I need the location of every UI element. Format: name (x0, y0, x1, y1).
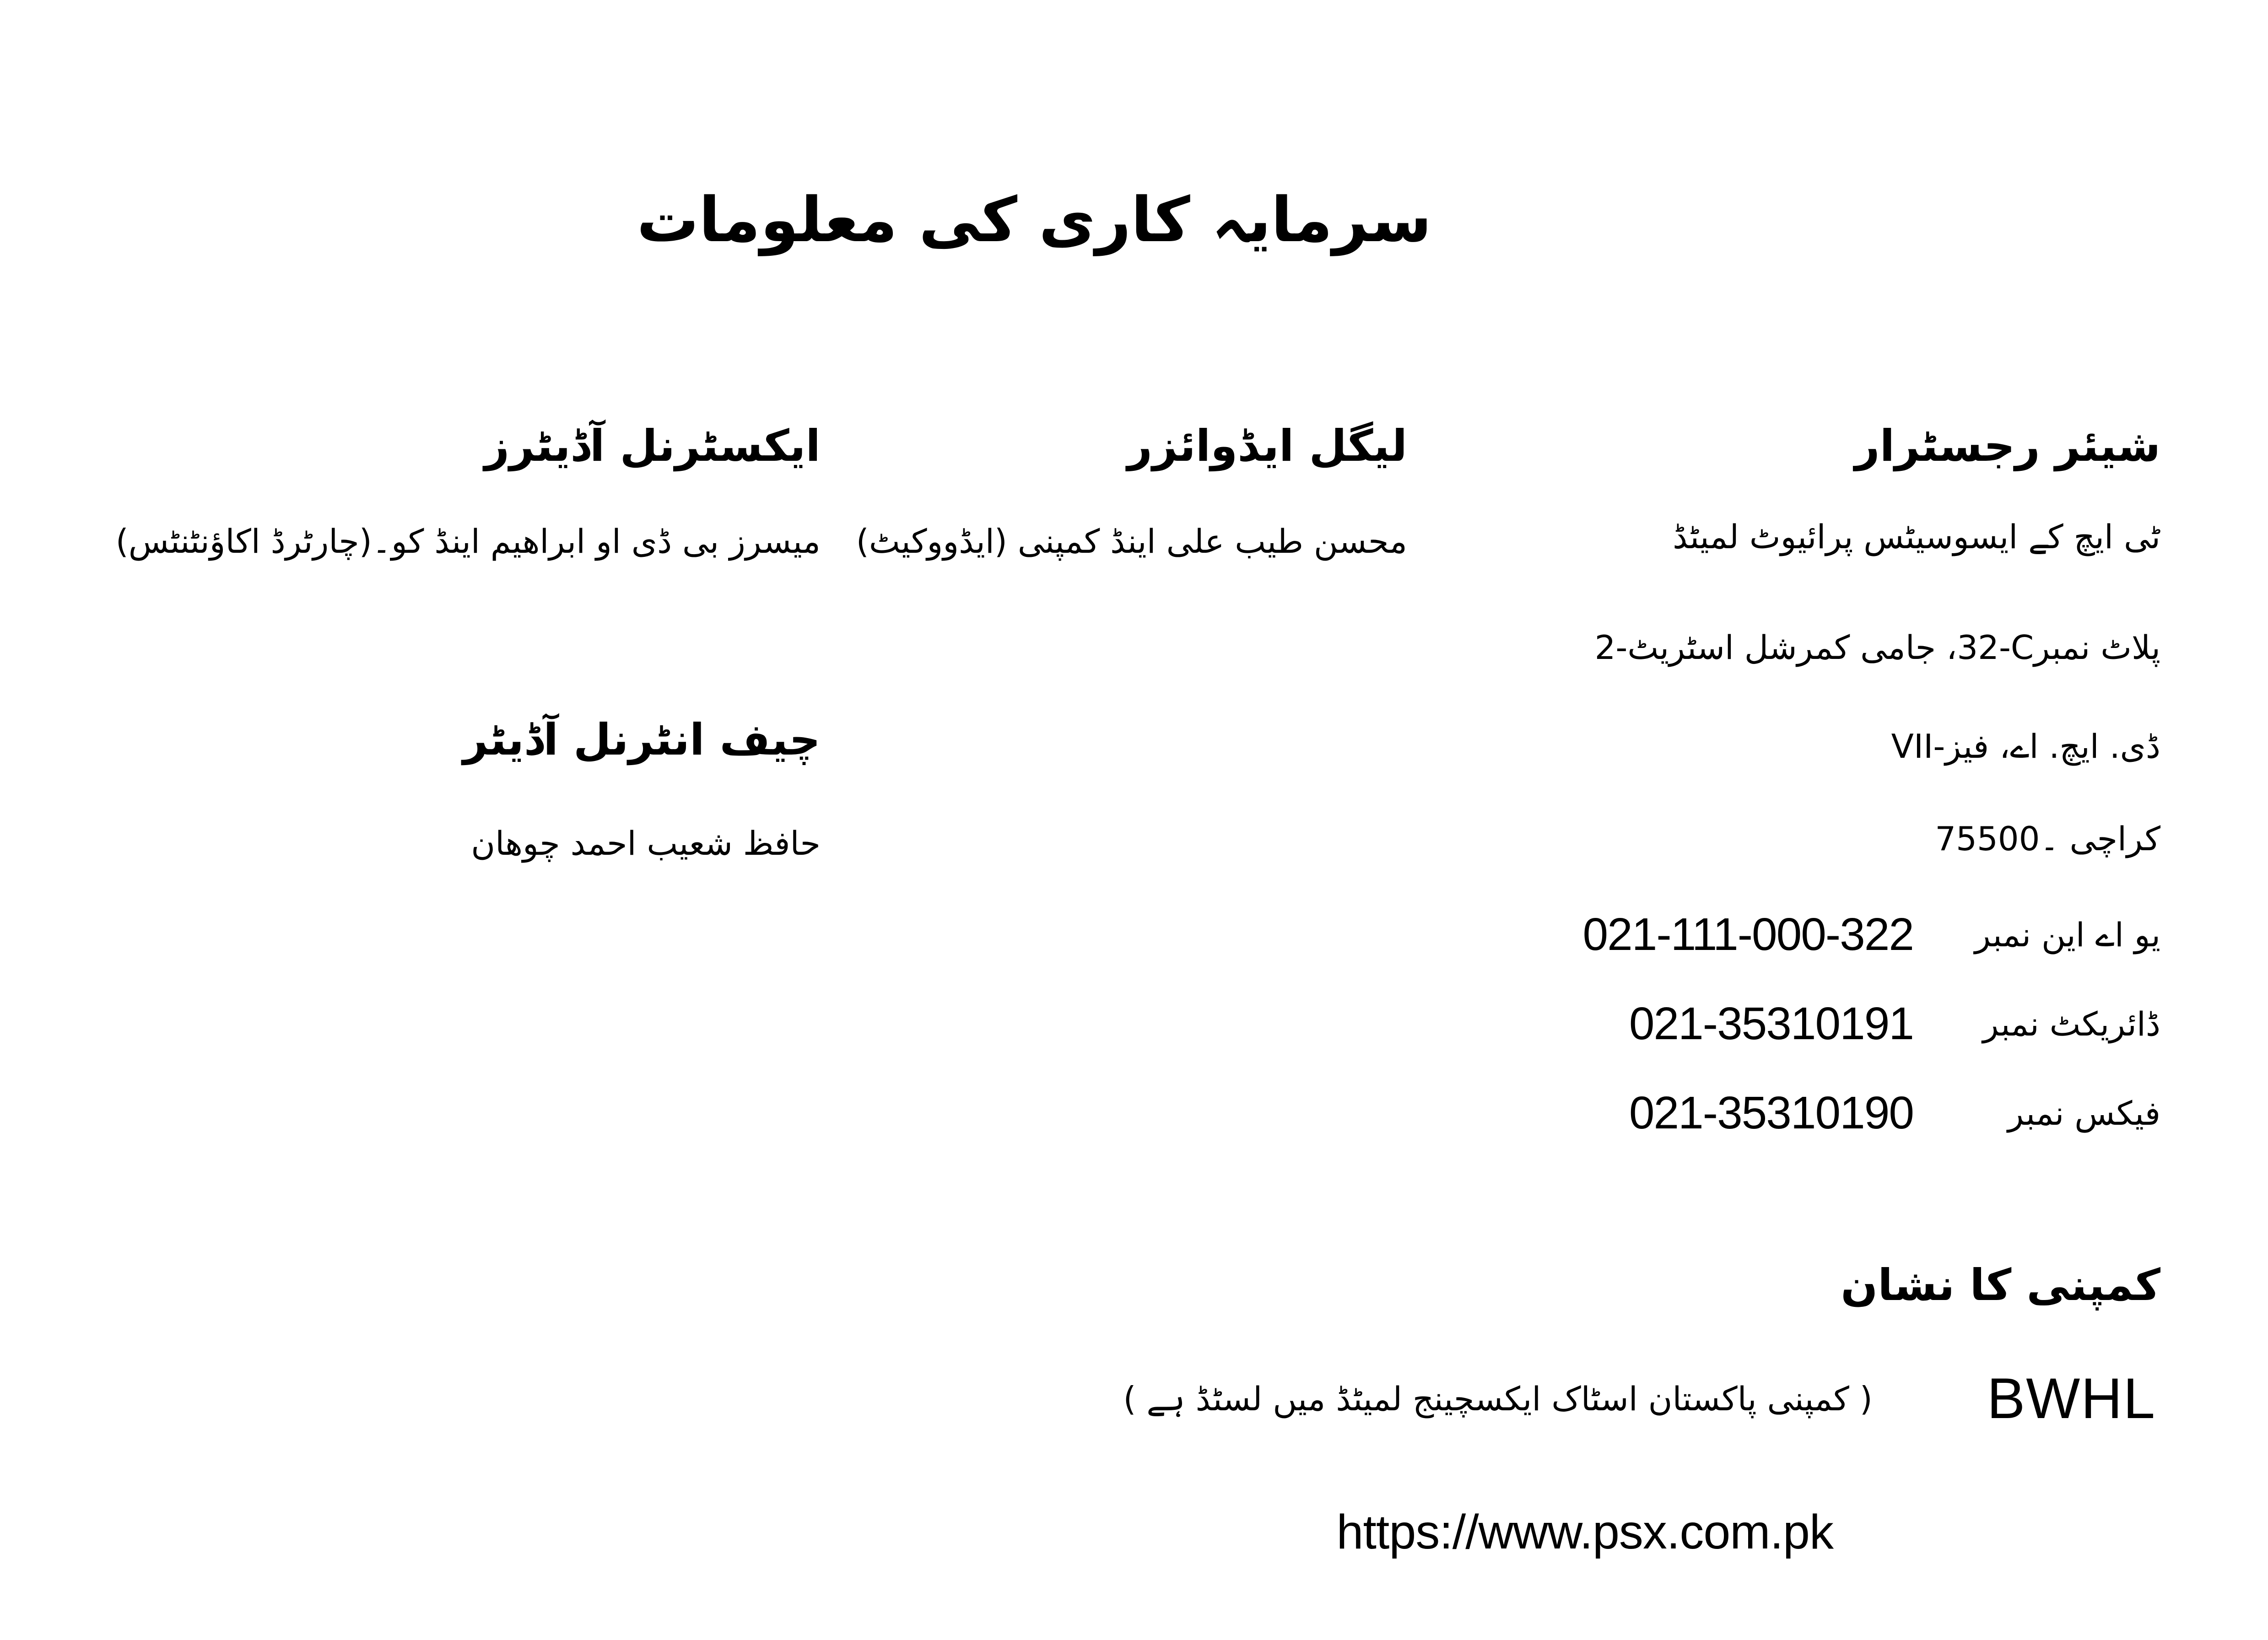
share-registrar-company-name: ٹی ایچ کے ایسوسیٹس پرائیوٹ لمیٹڈ (1673, 518, 2160, 556)
direct-number-value: 021-35310191 (1629, 998, 1913, 1049)
direct-number-label: ڈائریکٹ نمبر (1982, 1004, 2160, 1043)
external-auditors-heading: ایکسٹرنل آڈیٹرز (484, 421, 821, 471)
chief-internal-auditor-heading: چیف انٹرنل آڈیٹر (463, 715, 821, 765)
legal-advisor-name: محسن طیب علی اینڈ کمپنی (ایڈووکیٹ) (856, 522, 1407, 561)
uan-number-row (1583, 908, 2160, 961)
share-registrar-address-line-1: پلاٹ نمبر⁦32-C⁩، جامی کمرشل اسٹریٹ-2 (1594, 628, 2160, 667)
company-ticker-symbol: BWHL (1987, 1367, 2156, 1430)
external-auditors-name: میسرز بی ڈی او ابراھیم اینڈ کو۔(چارٹرڈ اکاؤنٹنٹس) (115, 522, 821, 561)
direct-number-row (1629, 998, 2160, 1050)
legal-advisor-heading: لیگل ایڈوائزر (1127, 421, 1407, 471)
share-registrar-address-line-3: کراچی ۔75500 (1935, 820, 2160, 858)
company-website-url: https://www.psx.com.pk (1336, 1505, 1833, 1559)
fax-number-row (1629, 1087, 2160, 1139)
share-registrar-heading: شیئر رجسٹرار (1854, 421, 2160, 471)
uan-number-value: 021-111-000-322 (1582, 909, 1913, 960)
uan-number-label: یو اے این نمبر (1974, 915, 2160, 954)
company-symbol-row (1123, 1366, 2156, 1431)
share-registrar-address-line-2: ڈی. ایچ. اے، فیز-VII (1891, 727, 2160, 766)
chief-internal-auditor-name: حافظ شعیب احمد چوھان (471, 824, 821, 863)
fax-number-value: 021-35310190 (1629, 1087, 1913, 1138)
fax-number-label: فیکس نمبر (2008, 1094, 2160, 1133)
company-symbol-heading: کمپنی کا نشان (1841, 1260, 2160, 1311)
psx-listing-note: ( کمپنی پاکستان اسٹاک ایکسچینج لمیٹڈ میں لسٹڈ ہے ) (1123, 1379, 1873, 1418)
page-title: سرمایہ کاری کی معلومات (637, 184, 1432, 256)
